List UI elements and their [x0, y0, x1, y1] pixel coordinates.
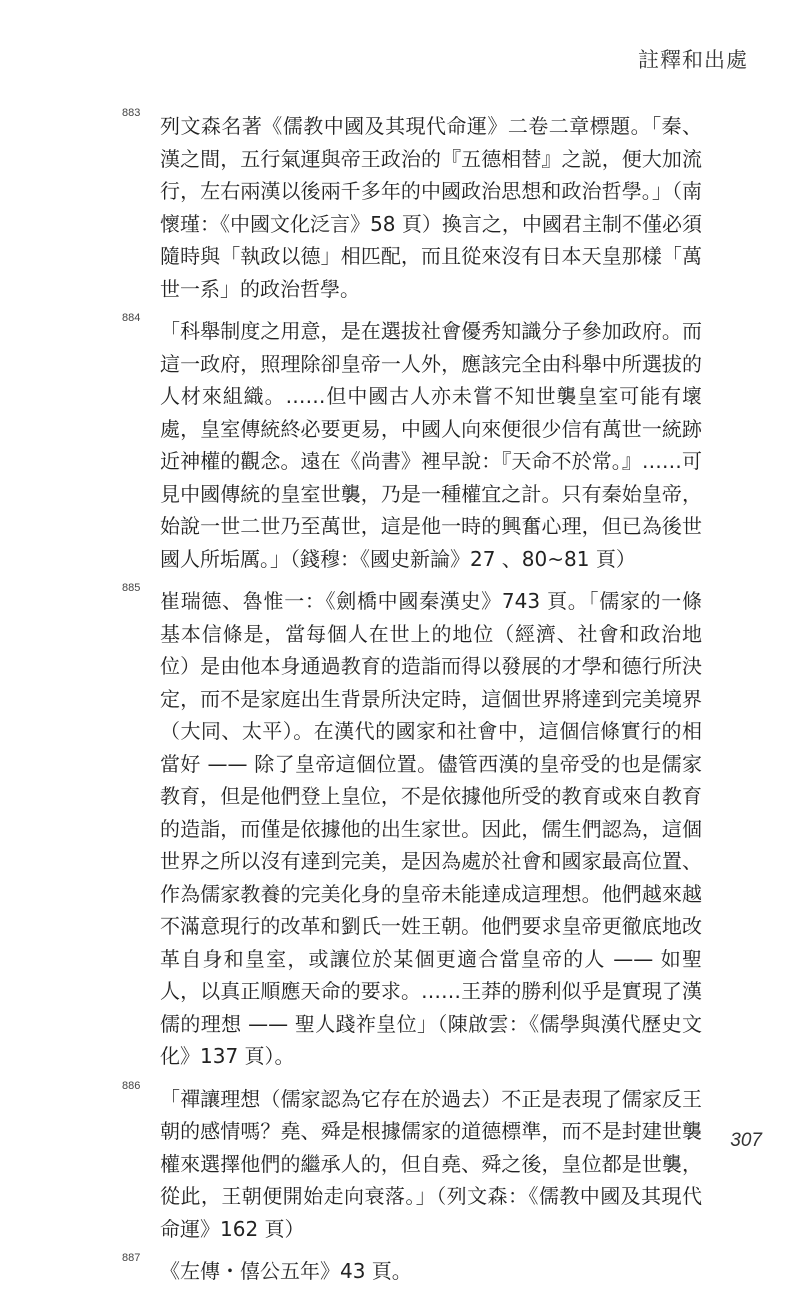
footnote-886: [122, 1079, 702, 1246]
footnote-number: 886: [122, 1079, 141, 1092]
footnote-text: 「禪讓理想（儒家認為它存在於過去）不正是表現了儒家反王朝的感情嗎？堯、舜是根據儒家的道德標準，而不是封建世襲權來選擇他們的繼承人的，但自堯、舜之後，皇位都是世襲，從此，王朝便開始走向衰落。」（列文森：《儒教中國及其現代命運》162 頁）: [160, 1086, 702, 1241]
footnote-884: [122, 312, 702, 575]
footnotes-list: [122, 107, 702, 1298]
footnote-883: [122, 107, 702, 305]
footnote-text: 「科舉制度之用意，是在選拔社會優秀知識分子參加政府。而這一政府，照理除卻皇帝一人外，應該完全由科舉中所選拔的人材來組織。……但中國古人亦未嘗不知世襲皇室可能有壞處，皇室傳統終必要更易，中國人向來便很少信有萬世一統跡近神權的觀念。遠在《尚書》裡早說：『天命不於常。』……可見中國傳統的皇室世襲，乃是一種權宜之計。只有秦始皇帝，始說一世二世乃至萬世，這是他一時的興奮心理，但已為後世國人所垢厲。」（錢穆：《國史新論》27 、80~81 頁）: [160, 319, 702, 571]
running-header: 註釋和出處: [638, 48, 748, 72]
footnote-text: 《左傳・僖公五年》43 頁。: [160, 1259, 412, 1283]
footnote-887: [122, 1252, 702, 1288]
footnote-text: 列文森名著《儒教中國及其現代命運》二卷二章標題。「秦、漢之間，五行氣運與帝王政治的『五德相替』之説，便大加流行，左右兩漢以後兩千多年的中國政治思想和政治哲學。」（南懷瑾：《中國文化泛言》58 頁）換言之，中國君主制不僅必須隨時與「執政以德」相匹配，而且從來沒有日本天皇那樣「萬世一系」的政治哲學。: [160, 114, 702, 301]
footnote-text: 崔瑞德、魯惟一：《劍橋中國秦漢史》743 頁。「儒家的一條基本信條是，當每個人在世上的地位（經濟、社會和政治地位）是由他本身通過教育的造詣而得以發展的才學和德行所決定，而不是家庭出生背景所決定時，這個世界將達到完美境界（大同、太平）。在漢代的國家和社會中，這個信條實行的相當好 —— 除了皇帝這個位置。儘管西漢的皇帝受的也是儒家教育，但是他們登上皇位，不是依據他所受的教育或來自教育的造詣，而僅是依據他的出生家世。因此，儒生們認為，這個世界之所以沒有達到完美，是因為處於社會和國家最高位置、作為儒家教養的完美化身的皇帝未能達成這理想。他們越來越不滿意現行的改革和劉氏一姓王朝。他們要求皇帝更徹底地改革自身和皇室，或讓位於某個更適合當皇帝的人 —— 如聖人，以真正順應天命的要求。……王莽的勝利似乎是實現了漢儒的理想 —— 聖人踐祚皇位」（陳啟雲：《儒學與漢代歷史文化》137 頁）。: [160, 589, 702, 1068]
footnote-885: [122, 582, 702, 1073]
footnote-number: 885: [122, 582, 141, 594]
page-number: 307: [730, 1130, 762, 1151]
footnote-number: 883: [122, 107, 141, 119]
footnote-number: 887: [122, 1252, 141, 1264]
footnote-number: 884: [122, 312, 141, 324]
